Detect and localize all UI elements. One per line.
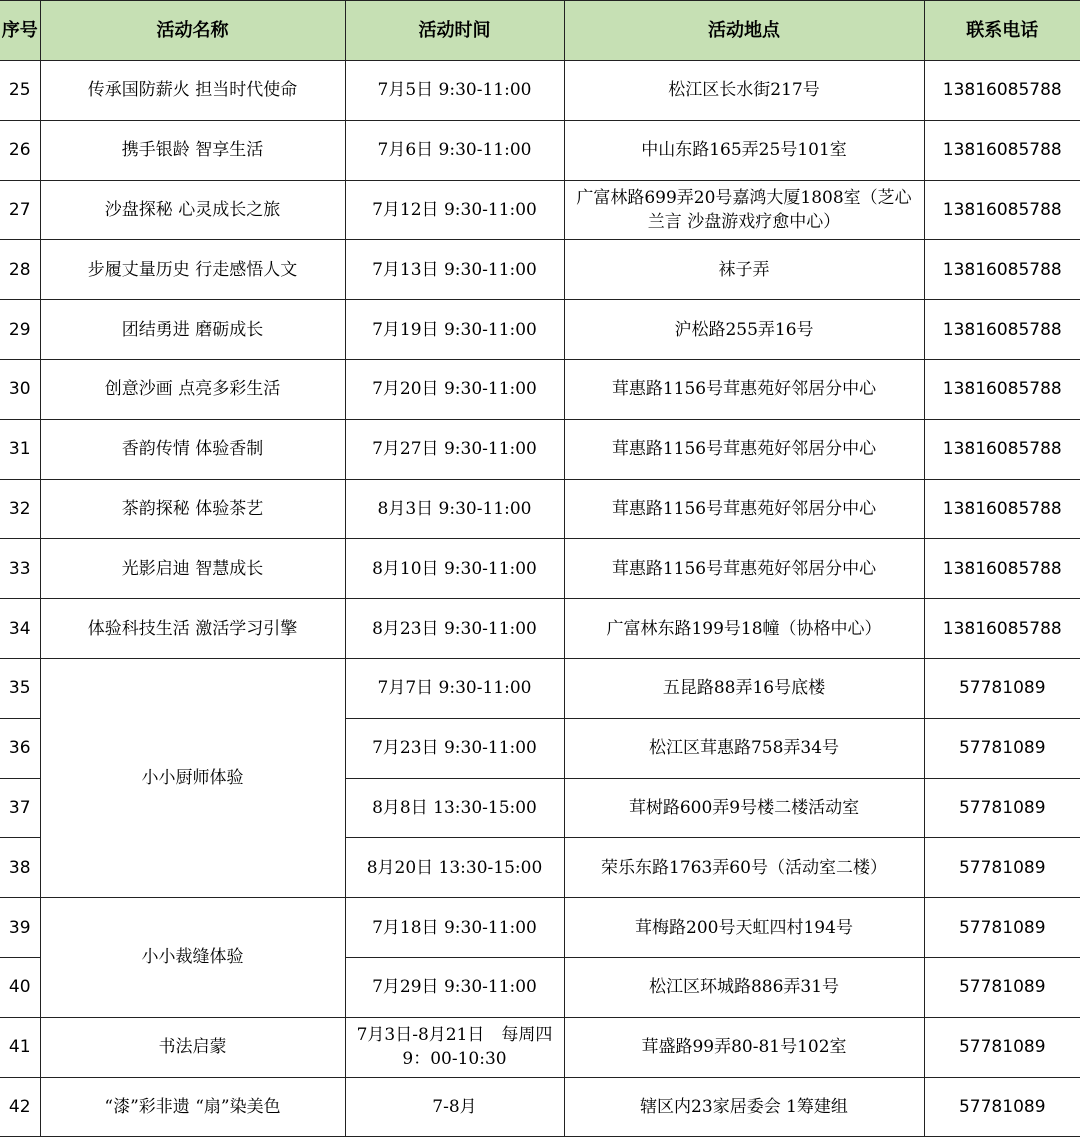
activity-name: 创意沙画 点亮多彩生活 (40, 359, 345, 419)
row-number: 35 (0, 658, 40, 718)
table-row (0, 359, 1080, 419)
row-number: 38 (0, 838, 40, 898)
activity-place: 沪松路255弄16号 (564, 300, 924, 360)
contact-phone: 13816085788 (924, 479, 1080, 539)
contact-phone: 57781089 (924, 718, 1080, 778)
row-number: 25 (0, 61, 40, 121)
activity-name: 香韵传情 体验香制 (40, 419, 345, 479)
row-number: 31 (0, 419, 40, 479)
activity-place: 茸惠路1156号茸惠苑好邻居分中心 (564, 419, 924, 479)
activity-name: 团结勇进 磨砺成长 (40, 300, 345, 360)
contact-phone: 13816085788 (924, 300, 1080, 360)
table-row (0, 61, 1080, 121)
activity-name: 体验科技生活 激活学习引擎 (40, 599, 345, 659)
activity-time: 7月19日 9:30-11:00 (345, 300, 564, 360)
contact-phone: 13816085788 (924, 599, 1080, 659)
header-time: 活动时间 (345, 1, 564, 61)
contact-phone: 57781089 (924, 778, 1080, 838)
contact-phone: 13816085788 (924, 539, 1080, 599)
table-row (0, 1017, 1080, 1077)
contact-phone: 13816085788 (924, 359, 1080, 419)
contact-phone: 57781089 (924, 658, 1080, 718)
row-number: 29 (0, 300, 40, 360)
activity-time: 7月27日 9:30-11:00 (345, 419, 564, 479)
activity-name: “漆”彩非遗 “扇”染美色 (40, 1077, 345, 1137)
row-number: 27 (0, 180, 40, 240)
activity-name: 书法启蒙 (40, 1017, 345, 1077)
row-number: 39 (0, 898, 40, 958)
activity-place: 松江区茸惠路758弄34号 (564, 718, 924, 778)
header-name: 活动名称 (40, 1, 345, 61)
activity-place: 茸树路600弄9号楼二楼活动室 (564, 778, 924, 838)
activity-name: 茶韵探秘 体验茶艺 (40, 479, 345, 539)
contact-phone: 13816085788 (924, 180, 1080, 240)
activity-time: 7月6日 9:30-11:00 (345, 120, 564, 180)
activity-time: 7月20日 9:30-11:00 (345, 359, 564, 419)
row-number: 36 (0, 718, 40, 778)
table-row (0, 120, 1080, 180)
row-number: 40 (0, 957, 40, 1017)
table-row (0, 479, 1080, 539)
activity-name: 携手银龄 智享生活 (40, 120, 345, 180)
activity-place: 辖区内23家居委会 1筹建组 (564, 1077, 924, 1137)
row-number: 32 (0, 479, 40, 539)
table-row (0, 898, 1080, 958)
activity-place: 松江区环城路886弄31号 (564, 957, 924, 1017)
activity-name: 光影启迪 智慧成长 (40, 539, 345, 599)
activity-name: 传承国防薪火 担当时代使命 (40, 61, 345, 121)
activity-time: 8月3日 9:30-11:00 (345, 479, 564, 539)
row-number: 26 (0, 120, 40, 180)
activity-time: 7-8月 (345, 1077, 564, 1137)
row-number: 30 (0, 359, 40, 419)
activity-time: 7月29日 9:30-11:00 (345, 957, 564, 1017)
activity-time: 7月5日 9:30-11:00 (345, 61, 564, 121)
contact-phone: 13816085788 (924, 240, 1080, 300)
table-row (0, 419, 1080, 479)
activity-time: 7月3日-8月21日 每周四 9：00-10:30 (345, 1017, 564, 1077)
activity-place: 茸惠路1156号茸惠苑好邻居分中心 (564, 539, 924, 599)
contact-phone: 57781089 (924, 1017, 1080, 1077)
header-no: 序号 (0, 1, 40, 61)
activity-place: 茸梅路200号天虹四村194号 (564, 898, 924, 958)
activity-time: 8月20日 13:30-15:00 (345, 838, 564, 898)
header-row (0, 1, 1080, 61)
table-row (0, 599, 1080, 659)
table-row (0, 300, 1080, 360)
row-number: 28 (0, 240, 40, 300)
activity-name: 沙盘探秘 心灵成长之旅 (40, 180, 345, 240)
activity-place: 广富林路699弄20号嘉鸿大厦1808室（芝心兰言 沙盘游戏疗愈中心） (564, 180, 924, 240)
activity-time: 8月23日 9:30-11:00 (345, 599, 564, 659)
activity-time: 7月7日 9:30-11:00 (345, 658, 564, 718)
table-row (0, 539, 1080, 599)
activity-name: 步履丈量历史 行走感悟人文 (40, 240, 345, 300)
activity-place: 茸盛路99弄80-81号102室 (564, 1017, 924, 1077)
row-number: 37 (0, 778, 40, 838)
activity-place: 袜子弄 (564, 240, 924, 300)
table-row (0, 658, 1080, 718)
activity-place: 荣乐东路1763弄60号（活动室二楼） (564, 838, 924, 898)
row-number: 34 (0, 599, 40, 659)
contact-phone: 13816085788 (924, 120, 1080, 180)
activity-place: 茸惠路1156号茸惠苑好邻居分中心 (564, 359, 924, 419)
table-row (0, 1077, 1080, 1137)
activity-name-merged: 小小厨师体验 (40, 658, 345, 897)
activity-place: 松江区长水街217号 (564, 61, 924, 121)
row-number: 41 (0, 1017, 40, 1077)
activity-place: 中山东路165弄25号101室 (564, 120, 924, 180)
header-place: 活动地点 (564, 1, 924, 61)
header-phone: 联系电话 (924, 1, 1080, 61)
contact-phone: 57781089 (924, 957, 1080, 1017)
contact-phone: 57781089 (924, 838, 1080, 898)
activity-time: 7月12日 9:30-11:00 (345, 180, 564, 240)
activity-place: 茸惠路1156号茸惠苑好邻居分中心 (564, 479, 924, 539)
activity-name-merged: 小小裁缝体验 (40, 898, 345, 1018)
activity-place: 五昆路88弄16号底楼 (564, 658, 924, 718)
activity-time: 8月8日 13:30-15:00 (345, 778, 564, 838)
row-number: 42 (0, 1077, 40, 1137)
contact-phone: 13816085788 (924, 61, 1080, 121)
row-number: 33 (0, 539, 40, 599)
contact-phone: 57781089 (924, 898, 1080, 958)
activity-time: 8月10日 9:30-11:00 (345, 539, 564, 599)
activity-time: 7月23日 9:30-11:00 (345, 718, 564, 778)
activity-time: 7月18日 9:30-11:00 (345, 898, 564, 958)
contact-phone: 57781089 (924, 1077, 1080, 1137)
contact-phone: 13816085788 (924, 419, 1080, 479)
table-row (0, 180, 1080, 240)
activity-place: 广富林东路199号18幢（协格中心） (564, 599, 924, 659)
table-row (0, 240, 1080, 300)
activity-time: 7月13日 9:30-11:00 (345, 240, 564, 300)
